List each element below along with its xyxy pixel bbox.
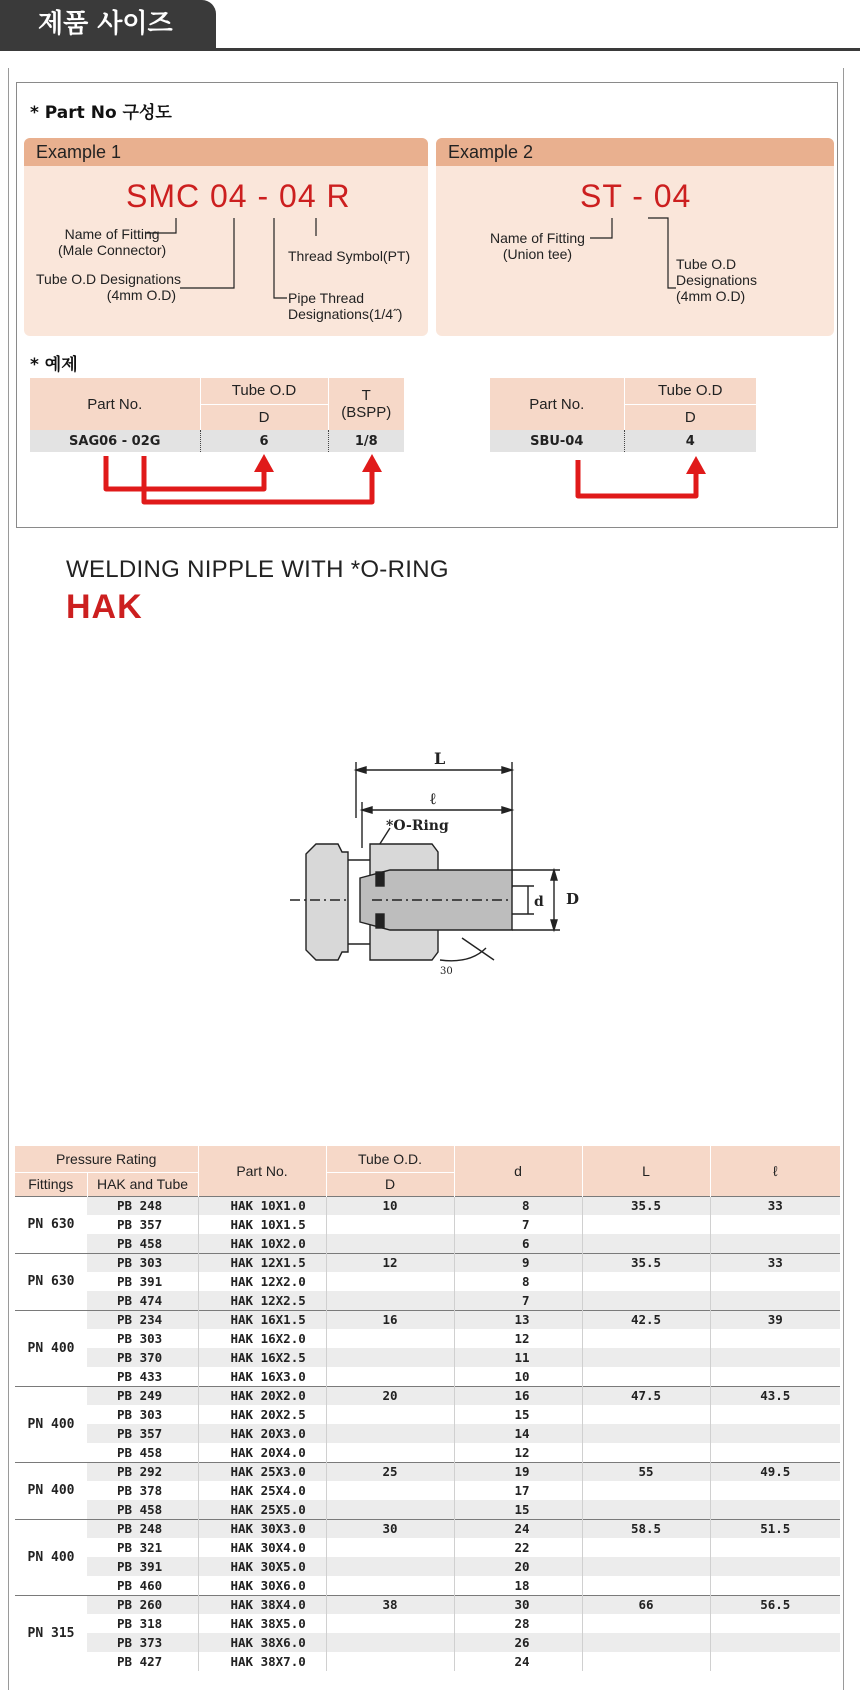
page-section-tab: 제품 사이즈 — [0, 0, 216, 48]
table-row — [15, 1405, 840, 1424]
cell-L — [582, 1557, 710, 1576]
cell-part-no: HAK 25X5.0 — [198, 1500, 326, 1519]
table-row — [15, 1462, 840, 1481]
cell-l — [710, 1576, 840, 1595]
cell-d: 9 — [454, 1253, 582, 1272]
cell-tube-od — [326, 1538, 454, 1557]
cell-part-no: HAK 20X4.0 — [198, 1443, 326, 1462]
cell-d: 10 — [454, 1367, 582, 1386]
cell-l — [710, 1500, 840, 1519]
example-title: * 예제 — [30, 355, 78, 375]
table-row — [15, 1614, 840, 1633]
cell-part-no: HAK 30X4.0 — [198, 1538, 326, 1557]
table-row — [15, 1386, 840, 1405]
cell-tube-od — [326, 1272, 454, 1291]
cell-hak-tube: PB 318 — [117, 1616, 163, 1631]
cell-L: 42.5 — [582, 1310, 710, 1329]
table-row — [15, 1481, 840, 1500]
cell-t: 1/8 — [328, 430, 404, 452]
th-tube-od: Tube O.D — [624, 378, 756, 404]
cell-tube-od — [326, 1291, 454, 1310]
th-part-no: Part No. — [30, 378, 200, 430]
table-row — [15, 1329, 840, 1348]
cell-L — [582, 1367, 710, 1386]
cell-tube-od: 10 — [326, 1196, 454, 1215]
cell-l — [710, 1633, 840, 1652]
cell-hak-tube: PB 292 — [87, 1462, 198, 1481]
cell-L — [582, 1405, 710, 1424]
table-row — [15, 1633, 840, 1652]
cell-tube-od: 25 — [326, 1462, 454, 1481]
cell-d: 6 — [200, 430, 328, 452]
note-name-of-fitting: Name of Fitting (Union tee) — [490, 230, 585, 262]
th-fittings: Fittings — [15, 1172, 87, 1196]
cell-L — [582, 1576, 710, 1595]
code-part: 04 — [653, 178, 692, 214]
cell-d: 26 — [454, 1633, 582, 1652]
cell-hak-tube: PB 357 — [87, 1424, 198, 1443]
cell-l — [710, 1367, 840, 1386]
cell-L — [582, 1652, 710, 1671]
cell-l — [710, 1234, 840, 1253]
cell-part: SBU-04 — [490, 430, 624, 452]
cell-hak-tube: PB 391 — [117, 1274, 163, 1289]
cell-hak-tube: PB 474 — [87, 1291, 198, 1310]
cell-L — [582, 1614, 710, 1633]
code-part: ST — [580, 178, 623, 214]
cell-d: 13 — [454, 1310, 582, 1329]
cell-hak-tube: PB 458 — [117, 1444, 163, 1460]
table-row — [15, 1595, 840, 1614]
example-2-label: Example 2 — [436, 138, 834, 166]
cell-hak-tube: PB 458 — [87, 1234, 198, 1253]
product-subtitle: WELDING NIPPLE WITH *O-RING — [66, 556, 449, 583]
th-tube-od: Tube O.D — [200, 378, 328, 404]
cell-part-no: HAK 20X2.5 — [198, 1405, 326, 1424]
cell-L: 58.5 — [582, 1519, 710, 1538]
cell-d: 17 — [454, 1481, 582, 1500]
table-row — [15, 1500, 840, 1519]
cell-d: 30 — [454, 1595, 582, 1614]
cell-tube-od — [326, 1500, 454, 1519]
note-tube-od: Tube O.D Designations (4mm O.D) — [676, 256, 757, 304]
table-row — [15, 1519, 840, 1538]
cell-part-no: HAK 25X4.0 — [198, 1481, 326, 1500]
example-1-label: Example 1 — [24, 138, 428, 166]
cell-d: 6 — [454, 1234, 582, 1253]
table-row — [15, 1367, 840, 1386]
cell-tube-od — [326, 1405, 454, 1424]
cell-tube-od: 20 — [326, 1386, 454, 1405]
cell-part-no: HAK 30X3.0 — [198, 1519, 326, 1538]
th-thread: T (BSPP) — [328, 378, 404, 430]
th-part-no: Part No. — [198, 1146, 326, 1196]
cell-L: 35.5 — [582, 1253, 710, 1272]
cell-l: 51.5 — [710, 1519, 840, 1538]
cell-l: 43.5 — [710, 1386, 840, 1405]
cell-hak-tube: PB 460 — [117, 1577, 163, 1593]
cell-tube-od: 38 — [326, 1595, 454, 1614]
cell-d: 24 — [454, 1519, 582, 1538]
cell-hak-tube: PB 303 — [87, 1253, 198, 1272]
cell-part-no: HAK 16X2.0 — [198, 1329, 326, 1348]
cell-l — [710, 1215, 840, 1234]
cell-tube-od — [326, 1234, 454, 1253]
cell-hak-tube: PB 370 — [87, 1348, 198, 1367]
table-row — [15, 1348, 840, 1367]
cell-hak-tube: PB 303 — [117, 1331, 163, 1346]
table-row — [15, 1576, 840, 1595]
cell-l — [710, 1405, 840, 1424]
cell-d: 4 — [624, 430, 756, 452]
cell-d: 15 — [454, 1500, 582, 1519]
cell-d: 15 — [454, 1405, 582, 1424]
note-tube-od: Tube O.D Designations (4mm O.D) — [36, 271, 181, 303]
part-no-title: * Part No 구성도 — [30, 103, 172, 123]
th-hak-tube: HAK and Tube — [87, 1172, 198, 1196]
table-row — [15, 1215, 840, 1234]
code-part: - — [632, 178, 644, 214]
cell-L: 35.5 — [582, 1196, 710, 1215]
cell-l — [710, 1443, 840, 1462]
cell-part-no: HAK 38X7.0 — [198, 1652, 326, 1671]
cell-L — [582, 1500, 710, 1519]
cell-L — [582, 1424, 710, 1443]
cell-l: 49.5 — [710, 1462, 840, 1481]
cell-part: SAG06 - 02G — [30, 430, 200, 452]
cell-d: 20 — [454, 1557, 582, 1576]
note-pipe-thread: Pipe Thread Designations(1/4˝) — [288, 290, 403, 322]
th-d-small: d — [454, 1146, 582, 1196]
cell-L — [582, 1443, 710, 1462]
cell-L — [582, 1272, 710, 1291]
cell-part-no: HAK 38X6.0 — [198, 1633, 326, 1652]
dim-L-label: L — [434, 749, 446, 768]
cell-part-no: HAK 16X3.0 — [198, 1367, 326, 1386]
cell-L — [582, 1291, 710, 1310]
table-row — [15, 1310, 840, 1329]
cell-part-no: HAK 12X2.5 — [198, 1291, 326, 1310]
cell-l — [710, 1272, 840, 1291]
cell-hak-tube: PB 248 — [87, 1196, 198, 1215]
spec-table — [15, 1146, 840, 1671]
cell-d: 24 — [454, 1652, 582, 1671]
cell-d: 22 — [454, 1538, 582, 1557]
cell-l — [710, 1614, 840, 1633]
cell-tube-od: 12 — [326, 1253, 454, 1272]
cell-L: 47.5 — [582, 1386, 710, 1405]
cell-tube-od — [326, 1424, 454, 1443]
th-d: D — [624, 404, 756, 430]
cell-L — [582, 1329, 710, 1348]
cell-part-no: HAK 12X1.5 — [198, 1253, 326, 1272]
dim-d-label: d — [534, 894, 544, 910]
cell-pressure-fittings: PN 400 — [15, 1519, 87, 1595]
cell-l — [710, 1557, 840, 1576]
cell-d: 19 — [454, 1462, 582, 1481]
cell-L: 55 — [582, 1462, 710, 1481]
th-pressure-rating: Pressure Rating — [15, 1146, 198, 1172]
cell-d: 28 — [454, 1614, 582, 1633]
th-l: ℓ — [710, 1146, 840, 1196]
cell-l: 33 — [710, 1253, 840, 1272]
technical-drawing — [290, 748, 610, 998]
cell-d: 18 — [454, 1576, 582, 1595]
table-row — [15, 1196, 840, 1215]
cell-part-no: HAK 16X1.5 — [198, 1310, 326, 1329]
table-row — [15, 1272, 840, 1291]
angle-label: 30 — [440, 966, 453, 977]
dim-D-label: D — [566, 890, 580, 908]
cell-part-no: HAK 25X3.0 — [198, 1462, 326, 1481]
table-row — [15, 1234, 840, 1253]
cell-hak-tube: PB 433 — [117, 1368, 163, 1384]
th-L: L — [582, 1146, 710, 1196]
cell-tube-od — [326, 1481, 454, 1500]
cell-hak-tube: PB 248 — [87, 1519, 198, 1538]
cell-part-no: HAK 10X1.0 — [198, 1196, 326, 1215]
cell-L — [582, 1538, 710, 1557]
cell-tube-od — [326, 1614, 454, 1633]
code-part: 04 — [279, 178, 317, 214]
cell-l: 39 — [710, 1310, 840, 1329]
cell-part-no: HAK 10X1.5 — [198, 1215, 326, 1234]
cell-l: 56.5 — [710, 1595, 840, 1614]
cell-part-no: HAK 12X2.0 — [198, 1272, 326, 1291]
cell-pressure-fittings: PN 630 — [15, 1253, 87, 1310]
table-row — [15, 1557, 840, 1576]
cell-L — [582, 1348, 710, 1367]
oring-label: *O-Ring — [386, 818, 449, 834]
cell-L — [582, 1215, 710, 1234]
th-d: D — [200, 404, 328, 430]
cell-d: 7 — [454, 1291, 582, 1310]
cell-part-no: HAK 20X3.0 — [198, 1424, 326, 1443]
cell-hak-tube: PB 391 — [87, 1557, 198, 1576]
th-D: D — [326, 1172, 454, 1196]
table-row — [15, 1538, 840, 1557]
code-part: SMC — [126, 178, 201, 214]
cell-hak-tube: PB 458 — [87, 1500, 198, 1519]
cell-tube-od — [326, 1652, 454, 1671]
cell-l — [710, 1481, 840, 1500]
example-arrows — [0, 0, 860, 540]
table-row — [15, 1424, 840, 1443]
cell-hak-tube: PB 357 — [117, 1217, 163, 1232]
cell-L: 66 — [582, 1595, 710, 1614]
cell-d: 8 — [454, 1196, 582, 1215]
cell-hak-tube: PB 378 — [117, 1483, 163, 1498]
product-name: HAK — [66, 588, 143, 626]
cell-L — [582, 1481, 710, 1500]
cell-pressure-fittings: PN 400 — [15, 1386, 87, 1462]
cell-tube-od — [326, 1367, 454, 1386]
cell-tube-od — [326, 1215, 454, 1234]
code-part: - — [257, 178, 270, 214]
cell-d: 16 — [454, 1386, 582, 1405]
cell-part-no: HAK 30X5.0 — [198, 1557, 326, 1576]
cell-l — [710, 1652, 840, 1671]
cell-hak-tube: PB 234 — [87, 1310, 198, 1329]
cell-part-no: HAK 20X2.0 — [198, 1386, 326, 1405]
code-part: 04 — [210, 178, 248, 214]
table-row — [15, 1253, 840, 1272]
cell-tube-od: 30 — [326, 1519, 454, 1538]
cell-d: 12 — [454, 1329, 582, 1348]
cell-part-no: HAK 10X2.0 — [198, 1234, 326, 1253]
cell-part-no: HAK 38X5.0 — [198, 1614, 326, 1633]
cell-pressure-fittings: PN 630 — [15, 1196, 87, 1253]
cell-pressure-fittings: PN 315 — [15, 1595, 87, 1671]
spec-table-body — [15, 1196, 840, 1671]
cell-tube-od — [326, 1348, 454, 1367]
cell-pressure-fittings: PN 400 — [15, 1310, 87, 1386]
cell-hak-tube: PB 303 — [117, 1407, 163, 1422]
cell-part-no: HAK 30X6.0 — [198, 1576, 326, 1595]
dim-l-label: ℓ — [430, 789, 436, 808]
cell-hak-tube: PB 427 — [117, 1654, 163, 1669]
table-row — [15, 1652, 840, 1671]
cell-d: 11 — [454, 1348, 582, 1367]
cell-tube-od — [326, 1557, 454, 1576]
cell-tube-od — [326, 1576, 454, 1595]
cell-L — [582, 1234, 710, 1253]
cell-tube-od — [326, 1329, 454, 1348]
cell-d: 14 — [454, 1424, 582, 1443]
cell-part-no: HAK 38X4.0 — [198, 1595, 326, 1614]
cell-l — [710, 1424, 840, 1443]
cell-l: 33 — [710, 1196, 840, 1215]
table-row — [15, 1443, 840, 1462]
cell-part-no: HAK 16X2.5 — [198, 1348, 326, 1367]
cell-L — [582, 1633, 710, 1652]
cell-l — [710, 1329, 840, 1348]
cell-l — [710, 1538, 840, 1557]
note-thread-symbol: Thread Symbol(PT) — [288, 248, 411, 264]
th-tube-od: Tube O.D. — [326, 1146, 454, 1172]
cell-l — [710, 1348, 840, 1367]
cell-hak-tube: PB 321 — [117, 1540, 163, 1555]
cell-pressure-fittings: PN 400 — [15, 1462, 87, 1519]
th-part-no: Part No. — [490, 378, 624, 430]
cell-tube-od — [326, 1443, 454, 1462]
cell-d: 7 — [454, 1215, 582, 1234]
table-row — [15, 1291, 840, 1310]
cell-hak-tube: PB 249 — [87, 1386, 198, 1405]
cell-tube-od — [326, 1633, 454, 1652]
code-part: R — [326, 178, 351, 214]
cell-d: 8 — [454, 1272, 582, 1291]
cell-hak-tube: PB 260 — [87, 1595, 198, 1614]
cell-tube-od: 16 — [326, 1310, 454, 1329]
cell-hak-tube: PB 373 — [87, 1633, 198, 1652]
cell-d: 12 — [454, 1443, 582, 1462]
cell-l — [710, 1291, 840, 1310]
note-name-of-fitting: Name of Fitting (Male Connector) — [58, 226, 167, 258]
